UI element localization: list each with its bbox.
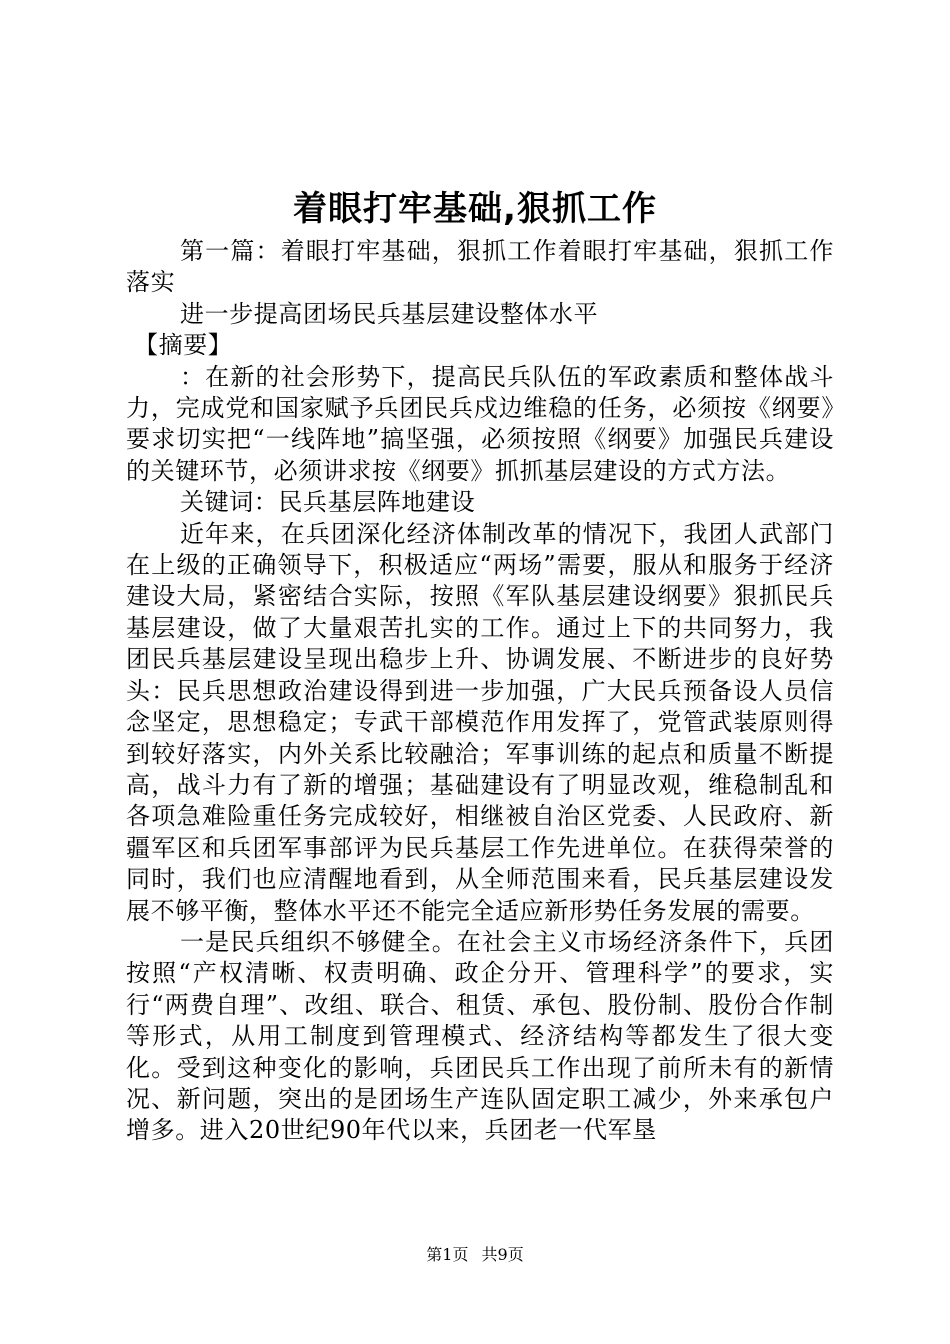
paragraph-abstract: ：在新的社会形势下，提高民兵队伍的军政素质和整体战斗力，完成党和国家赋予兵团民兵戍边维稳的任务，必须按《纲要》要求切实把“一线阵地”搞坚强，必须按照《纲要》加强民兵建设的关键环节，必须讲求按《纲要》抓抓基层建设的方式方法。 <box>126 362 834 485</box>
document-body <box>126 236 834 1147</box>
paragraph-subtitle: 进一步提高团场民兵基层建设整体水平 <box>180 299 599 328</box>
page-total: 共9页 <box>481 1245 524 1264</box>
paragraph-abstract-label: 【摘要】 <box>134 331 233 360</box>
paragraph-heading: 第一篇：着眼打牢基础，狠抓工作着眼打牢基础，狠抓工作落实 <box>126 237 834 297</box>
page-number: 第1页 <box>426 1245 469 1264</box>
paragraph-body-2: 一是民兵组织不够健全。在社会主义市场经济条件下，兵团按照“产权清晰、权责明确、政企分开、管理科学”的要求，实行“两费自理”、改组、联合、租赁、承包、股份制、股份合作制等形式，从用工制度到管理模式、经济结构等都发生了很大变化。受到这种变化的影响，兵团民兵工作出现了前所未有的新情况、新问题，突出的是团场生产连队固定职工减少，外来承包户增多。进入20世纪90年代以来，兵团老一代军垦 <box>126 927 834 1145</box>
document-title: 着眼打牢基础,狠抓工作 <box>293 189 657 229</box>
paragraph-body-1: 近年来，在兵团深化经济体制改革的情况下，我团人武部门在上级的正确领导下，积极适应“两场”需要，服从和服务于经济建设大局，紧密结合实际，按照《军队基层建设纲要》狠抓民兵基层建设，做了大量艰苦扎实的工作。通过上下的共同努力，我团民兵基层建设呈现出稳步上升、协调发展、不断进步的良好势头：民兵思想政治建设得到进一步加强，广大民兵预备设人员信念坚定，思想稳定；专武干部模范作用发挥了，党管武装原则得到较好落实，内外关系比较融洽；军事训练的起点和质量不断提高，战斗力有了新的增强；基础建设有了明显改观，维稳制乱和各项急难险重任务完成较好，相继被自治区党委、人民政府、新疆军区和兵团军事部评为民兵基层工作先进单位。在获得荣誉的同时，我们也应清醒地看到，从全师范围来看，民兵基层建设发展不够平衡，整体水平还不能完全适应新形势任务发展的需要。 <box>126 519 834 925</box>
page-footer <box>0 1243 950 1267</box>
paragraph-keywords: 关键词：民兵基层阵地建设 <box>180 488 476 517</box>
